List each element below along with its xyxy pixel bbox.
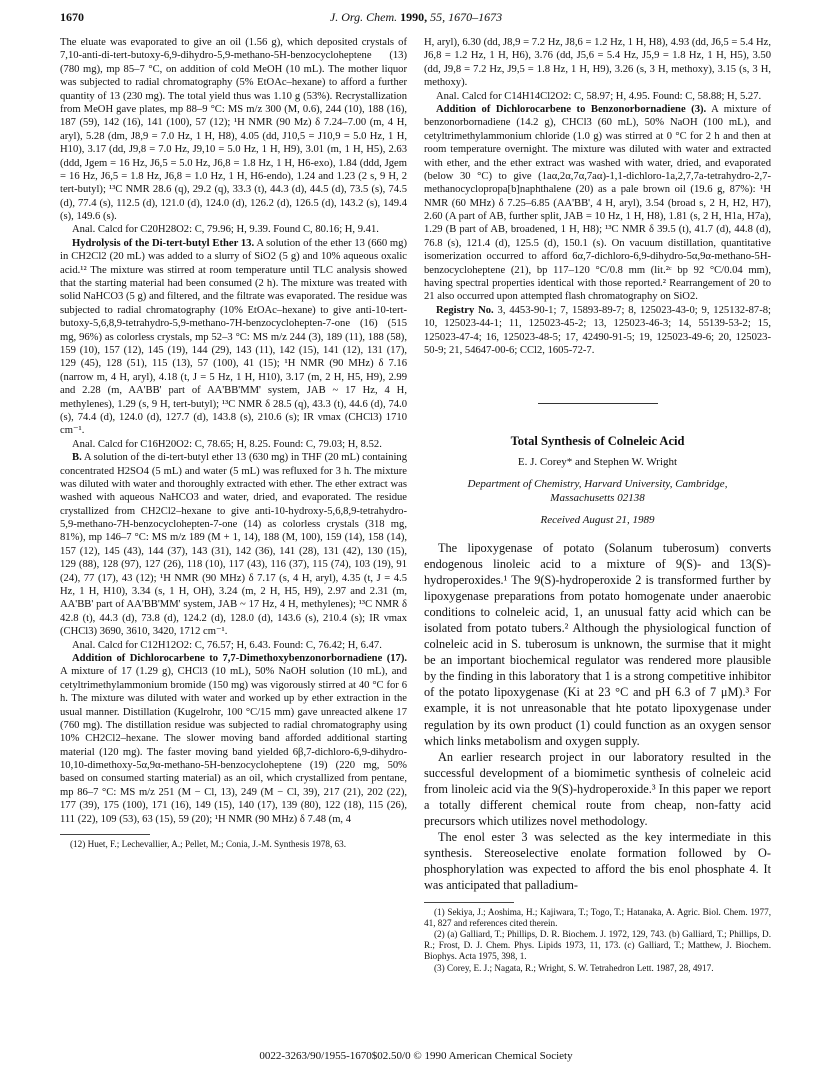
- section-heading: Addition of Dichlorocarbene to 7,7-Dimethoxybenzonorbornadiene (17).: [72, 652, 407, 664]
- affiliation-line: Massachusetts 02138: [550, 491, 645, 504]
- paragraph: Anal. Calcd for C16H20O2: C, 78.65; H, 8.25. Found: C, 79.03; H, 8.52.: [72, 438, 382, 450]
- footnote: (3) Corey, E. J.; Nagata, R.; Wright, S. W. Tetrahedron Lett. 1987, 28, 4917.: [434, 962, 714, 973]
- right-column: [424, 36, 771, 974]
- paragraph-text: A mixture of benzonorbornadiene (14.2 g), CHCl3 (60 mL), 50% NaOH (100 mL), and cetyltrimethylammonium chloride (1.0 g) was stirred at 0 °C for 2 h and then at room temperature overnight. The mixture was diluted with water and extracted with ether, and the ether extract was washed with water, dried, and evaporated (below 30 °C) to give (1aα,2α,7α,7aα)-1,1-dichloro-1a,2,7,7a-tetrahydro-2,7-methanocyclopropa[b]naphthalene (20) as a pale brown oil (19.6 g, 87%): ¹H NMR (60 MHz) δ 7.25–6.85 (AA'BB', 4 H, aryl), 3.54 (broad s, 2 H, H2, H7), 2.60 (A part of AB, further split, JAB = 10 Hz, 1 H, H8), 1.81 (s, 2 H, H1a, H7a), 1.29 (B part of AB, broadened, 1 H, H8); ¹³C NMR δ 39.5 (t), 41.7 (d), 44.8 (d), 76.8 (s), 121.4 (d), 125.5 (d), 150.1 (s). On vacuum distillation, quantitative isomerization occurred to afford 6α,7-dichloro-6,9-dihydro-5α,9α-methano-5H-benzocycloheptene (21), bp 117–120 °C/0.8 mm (lit.²ᶜ bp 92 °C/0.04 mm), having spectral properties identical with those reported.² Rearrangement of 20 to 21 also occurred upon attempted flash chromatography on SiO2.: [424, 103, 771, 303]
- journal-pages: 1670–1673: [448, 10, 503, 24]
- paragraph-text: A solution of the di-tert-butyl ether 13 (630 mg) in THF (20 mL) containing concentrated H2SO4 (5 mL) and water (5 mL) was refluxed for 3 h. The mixture was diluted with water and thoroughly extracted with ether. The ether extract was washed with aqueous NaHCO3 and water, dried, and evaporated. The residue crystallized from CH2Cl2–hexane to give anti-10-hydroxy-5,6,8,9-tetrahydro-5,9-methano-7H-benzocyclohepten-7-one (14) as colorless crystals (318 mg, 81%), mp 146–7 °C: MS m/z 189 (M + 1, 14), 188 (M, 100), 159 (14), 158 (14), 157 (12), 145 (43), 144 (37), 143 (31), 142 (36), 141 (28), 131 (42), 130 (15), 129 (88), 128 (97), 127 (26), 118 (10), 117 (43), 116 (37), 115 (74), 103 (19), 91 (24), 77 (17), 43 (12); ¹H NMR (90 MHz) δ 7.17 (s, 4 H, aryl), 4.35 (t, J = 4.5 Hz, 1 H, H10), 3.34 (s, 1 H, OH), 3.24 (m, 2 H, H5, H9), 2.97 and 2.31 (m, AA'BB' part of AA'BB'MM' system, JAB ~ 17 Hz, 4 H, methylenes); ¹³C NMR δ 42.8 (t), 44.3 (d), 73.8 (d), 124.2 (d), 128.0 (d), 143.6 (s), 210.4 (s); IR νmax (CHCl3) 3690, 3610, 3420, 1712 cm⁻¹.: [60, 452, 407, 638]
- article-body: [424, 540, 771, 894]
- paragraph: H, aryl), 6.30 (dd, J8,9 = 7.2 Hz, J8,6 = 1.2 Hz, 1 H, H8), 4.93 (dd, J6,5 = 5.4 Hz, J6,8 = 1.2 Hz, 1 H, H6), 3.76 (dd, J5,6 = 5.4 Hz, J5,9 = 1.8 Hz, 1 H, H5), 3.50 (dd, J9,8 = 7.2 Hz, J9,5 = 1.8 Hz, 1 H, H9), 3.26 (s, 3 H, methoxy), 3.15 (s, 3 H, methoxy).: [424, 37, 771, 89]
- paragraph-text: A solution of the ether 13 (660 mg) in CH2Cl2 (20 mL) was added to a slurry of SiO2 (5 g) and 10% aqueous oxalic acid.¹² The mixture was stirred at room temperature until TLC analysis showed that the starting material had been consumed (2 h). The mixture was treated with solid NaHCO3 (5 g) and filtered, and the filtrate was evaporated. The residue was subjected to radial chromatography (10% EtOAc–hexane) to give anti-10-tert-butoxy-5,6,8,9-tetrahydro-5,9-methano-7H-benzocyclohepten-7-one (16) (515 mg, 96%) as colorless crystals, mp 52–3 °C: MS m/z 244 (3), 189 (11), 188 (58), 159 (10), 157 (12), 145 (19), 144 (29), 143 (11), 142 (15), 141 (12), 131 (17), 129 (45), 128 (51), 115 (13), 57 (100), 41 (15); ¹H NMR (90 MHz) δ 7.16 (narrow m, 4 H, aryl), 4.18 (t, J = 5 Hz, 1 H, H10), 3.17 (m, 2 H, H5, H9), 2.99 and 2.28 (m, AA'BB' part of AA'BB'MM' system, JAB ~ 17 Hz, 4 H, methylenes), 1.29 (s, 9 H, tert-butyl); ¹³C NMR δ 28.5 (q), 43.3 (t), 44.6 (d), 74.0 (s), 74.4 (d), 124.0 (d), 127.7 (d), 143.8 (s), 210.6 (s); IR νmax (CHCl3) 1710 cm⁻¹.: [60, 237, 407, 437]
- paragraph: Anal. Calcd for C14H14Cl2O2: C, 58.97; H, 4.95. Found: C, 58.88; H, 5.27.: [436, 90, 762, 102]
- article-divider: [538, 403, 658, 404]
- journal-year: 1990,: [400, 10, 428, 24]
- article-affiliation: [424, 478, 771, 506]
- paragraph: [424, 304, 771, 358]
- footnote: (12) Huet, F.; Lechevallier, A.; Pellet, M.; Conia, J.-M. Synthesis 1978, 63.: [70, 839, 347, 850]
- section-heading: Addition of Dichlorocarbene to Benzonorbornadiene (3).: [436, 103, 707, 115]
- footnote-divider: [60, 834, 150, 835]
- footnote: (1) Sekiya, J.; Aoshima, H.; Kajiwara, T.; Togo, T.; Hatanaka, A. Agric. Biol. Chem. 1977, 41, 827 and references cited therein.: [424, 906, 771, 928]
- section-heading: Registry No.: [436, 304, 494, 316]
- paragraph: The enol ester 3 was selected as the key intermediate in this synthesis. Stereoselective enolate formation followed by O-phosphorylation was expected to afford the bis enol phosphate 4. It was anticipated that palladium-: [424, 830, 771, 893]
- paragraph-text: 3, 4453-90-1; 7, 15893-89-7; 8, 125023-43-0; 9, 125132-87-8; 10, 125023-44-1; 11, 125023-45-2; 13, 125023-46-3; 14, 55139-53-2; 15, 125023-47-4; 16, 125023-48-5; 17, 42490-91-5; 19, 125023-49-6; 20, 125023-50-9; 21, 54647-00-6; CCl2, 1605-72-7.: [424, 304, 771, 356]
- article-authors: E. J. Corey* and Stephen W. Wright: [517, 456, 678, 469]
- paragraph: The lipoxygenase of potato (Solanum tuberosum) converts endogenous linoleic acid to a mixture of 9(S)- and 13(S)-hydroperoxides.¹ The 9(S)-hydroperoxide 2 is transformed further by lipoxygenase preparations from potato homogenate under anaerobic conditions to colneleic acid, 1, an unusual fatty acid which can be isolated from potato tubers.² Although the physiological function of colneleic acid in S. tuberosum is unknown, the surmise that it might be an important biochemical regulator was rendered more plausible by the finding in this laboratory that 1 is a strong competitive inhibitor of the potato lipoxygenase (Ki at 23 °C and pH 6.3 of 7 μM).³ For example, it is not unreasonable that hte potato lipoxygenase under regulation by its own product (1) could function as an oxygen sensor which links metabolism and oxygen supply.: [424, 540, 771, 748]
- journal-name: J. Org. Chem.: [329, 10, 398, 24]
- running-header: [60, 10, 772, 30]
- journal-volume: 55,: [430, 10, 446, 24]
- paragraph: [60, 652, 407, 826]
- affiliation-line: Department of Chemistry, Harvard University, Cambridge,: [467, 478, 728, 491]
- paragraph: The eluate was evaporated to give an oil (1.56 g), which deposited crystals of 7,10-anti-di-tert-butoxy-6,9-dihydro-5,9-methano-5H-benzocycloheptene (13) (780 mg), mp 85–7 °C, on addition of cold MeOH (10 mL). The mother liquor was subjected to radial chromatography (5% EtOAc–hexane) to afford a further quantity of 13 (230 mg). The total yield thus was 1.10 g (53%). Recrystallization from MeOH gave plates, mp 88–9 °C: MS m/z 300 (M, 0.6), 244 (10), 188 (16), 187 (59), 142 (16), 141 (100), 57 (12); ¹H NMR (90 Mz) δ 7.24–7.00 (m, 4 H, aryl), 5.28 (dm, J8,9 = 7.0 Hz, 1 H, H8), 4.05 (dd, J10,5 = J10,9 = 5.0 Hz, 1 H, H10), 3.17 (dd, J9,8 = 7.0 Hz, J9,10 = 5.0 Hz, 1 H, H9), 3.01 (m, 1 H, H5), 2.63 (ddd, Jgem = 16 Hz, J6,5 = 5.0 Hz, J6,8 = 1.8 Hz, 1 H, H6-exo), 1.84 (ddd, Jgem = 16 Hz, J6,5 = 1.8 Hz, J6,8 = 1.0 Hz, 1 H, H6-endo), 1.24 and 1.23 (2 s, 9 H, 2 tert-butyl); ¹³C NMR 28.6 (q), 29.2 (q), 33.3 (t), 44.3 (d), 44.5 (d), 73.5 (s), 74.5 (d), 77.4 (s), 112.5 (d), 121.0 (d), 124.0 (d), 126.2 (d), 126.5 (d), 143.2 (s), 149.4 (s), 149.6 (s).: [60, 37, 407, 223]
- footnote-divider: [424, 902, 514, 903]
- left-column: [60, 36, 407, 850]
- page-footer: 0022-3263/90/1955-1670$02.50/0 © 1990 American Chemical Society: [259, 1050, 573, 1062]
- paragraph: An earlier research project in our laboratory resulted in the successful development of a biomimetic synthesis of colneleic acid from linoleic acid via the 9(S)-hydroperoxide.³ In this paper we report a totally different chemical route from cheap, non-fatty acid precursors which utilizes novel methodology.: [424, 749, 771, 829]
- paragraph-text: A mixture of 17 (1.29 g), CHCl3 (10 mL), 50% NaOH solution (10 mL), and cetyltrimethylammonium bromide (150 mg) was vigorously stirred at 40 °C for 6 h. The mixture was diluted with water and worked up by ether extraction in the usual manner. Distillation (Kugelrohr, 100 °C/15 mm) gave unreacted alkene 17 (760 mg). The distillation residue was subjected to radial chromatography using 10% CH2Cl2–hexane. The slower moving band afforded additional starting material (120 mg). The faster moving band yielded 6β,7-dichloro-6,9-dihydro-10,10-dimethoxy-5α,9α-methano-5H-benzocycloheptene (19) (220 mg, 50% based on consumed starting material) as an oil, which crystallized from pentane, mp 86–7 °C: MS m/z 251 (M − Cl, 13), 249 (M − Cl, 39), 217 (21), 202 (22), 177 (39), 175 (100), 171 (16), 149 (15), 140 (17), 139 (80), 122 (18), 115 (26), 111 (22), 109 (53), 63 (15), 59 (20); ¹H NMR (90 MHz) δ 7.48 (m, 4: [60, 666, 407, 825]
- section-heading: Hydrolysis of the Di-tert-butyl Ether 13.: [72, 237, 255, 249]
- received-date: Received August 21, 1989: [540, 513, 655, 526]
- paragraph: Anal. Calcd for C12H12O2: C, 76.57; H, 6.43. Found: C, 76.42; H, 6.47.: [72, 639, 382, 651]
- article-title: Total Synthesis of Colneleic Acid: [510, 434, 685, 449]
- page-number: 1670: [60, 10, 84, 24]
- paragraph: Anal. Calcd for C20H28O2: C, 79.96; H, 9.39. Found C, 80.16; H, 9.41.: [72, 224, 379, 236]
- paragraph: [60, 237, 407, 438]
- journal-citation: [60, 10, 772, 25]
- paragraph: [60, 451, 407, 638]
- paragraph: [424, 103, 771, 304]
- footnote: (2) (a) Galliard, T.; Phillips, D. R. Biochem. J. 1972, 129, 743. (b) Galliard, T.; Phillips, D. R.; Frost, D. J. Chem. Phys. Lipids 1973, 11, 173. (c) Galliard, T.; Matthew, J. Biochem. Biophys. Acta 1975, 398, 1.: [424, 929, 771, 962]
- section-heading: B.: [72, 452, 82, 464]
